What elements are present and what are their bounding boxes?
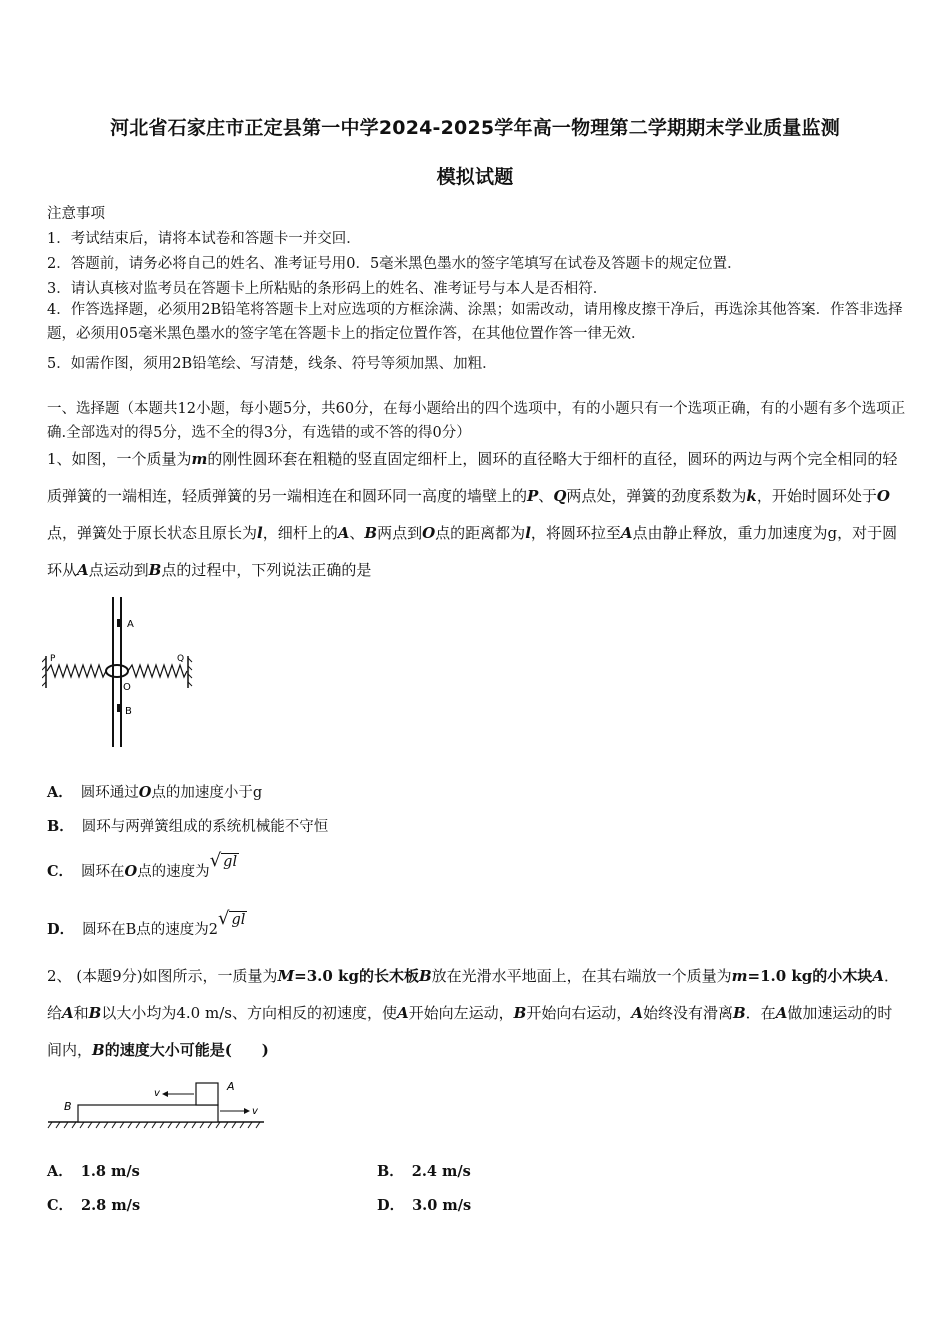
notice-item-4: 4．作答选择题，必须用2B铅笔将答题卡上对应选项的方框涂满、涂黑；如需改动，请用橡皮擦干净后，再选涂其他答案．作答非选择题，必须用05毫米黑色墨水的签字笔在答题卡上的指定位置作答，在其他位置作答一律无效． bbox=[47, 302, 903, 342]
sqrt-gl-formula: √ gl bbox=[209, 850, 238, 871]
q1-option-c[interactable]: C． 圆环在O点的速度为√ gl bbox=[47, 850, 238, 880]
label-board-b: B bbox=[64, 1100, 72, 1113]
ground-hatching bbox=[48, 1122, 260, 1128]
q2-option-d[interactable]: D． 3.0 m/s bbox=[377, 1197, 472, 1214]
label-q: Q bbox=[177, 654, 185, 664]
arrow-right-head bbox=[244, 1108, 250, 1114]
label-block-a: A bbox=[227, 1080, 235, 1093]
q1-option-a[interactable]: A． 圆环通过O点的加速度小于g bbox=[47, 784, 263, 801]
ring bbox=[106, 665, 128, 677]
label-a: A bbox=[127, 619, 134, 630]
section-heading: 一、选择题（本题共12小题，每小题5分，共60分，在每小题给出的四个选项中，有的小题只有一个选项正确，有的小题有多个选项正确.全部选对的得5分，选不全的得3分，有选错的或不答的得0分） bbox=[47, 401, 906, 441]
block-a bbox=[196, 1083, 218, 1105]
label-v-left: v bbox=[154, 1088, 160, 1099]
arrow-left-head bbox=[162, 1091, 168, 1097]
notice-item-1: 1．考试结束后，请将本试卷和答题卡一并交回． bbox=[47, 231, 361, 247]
sqrt-gl-formula: √ gl bbox=[217, 908, 246, 929]
notice-item-2: 2．答题前，请务必将自己的姓名、准考证号用0．5毫米黑色墨水的签字笔填写在试卷及答题卡的规定位置． bbox=[47, 256, 742, 272]
q2-option-a[interactable]: A． 1.8 m/s bbox=[47, 1163, 140, 1180]
right-spring bbox=[128, 665, 187, 677]
exam-title-line1: 河北省石家庄市正定县第一中学2024-2025学年高一物理第二学期期末学业质量监测 bbox=[110, 117, 840, 139]
question-2-stem: 2、 (本题9分)如图所示，一质量为M=3.0 kg的长木板B放在光滑水平地面上，在其右端放一个质量为m=1.0 kg的小木块A．给A和B以大小均为4.0 m/s、方向相反的初速度，使A开始向左运动，B开始向右运动，A始终没有滑离B．在A做加速运动的时间内，B的速度大小可能是( ) bbox=[47, 967, 899, 1059]
label-b: B bbox=[125, 706, 132, 717]
label-v-right: v bbox=[252, 1106, 258, 1117]
board-block-figure bbox=[46, 1074, 272, 1134]
notice-heading: 注意事项 bbox=[47, 206, 105, 222]
label-o: O bbox=[123, 682, 131, 693]
point-a-marker bbox=[117, 619, 121, 627]
exam-title-line2: 模拟试题 bbox=[436, 166, 514, 188]
board-b bbox=[78, 1105, 218, 1122]
question-1-stem: 1、如图，一个质量为m的刚性圆环套在粗糙的竖直固定细杆上，圆环的直径略大于细杆的直径，圆环的两边与两个完全相同的轻质弹簧的一端相连，轻质弹簧的另一端相连在和圆环同一高度的墙壁上的P、Q两点处，弹簧的劲度系数为k，开始时圆环处于O点，弹簧处于原长状态且原长为l，细杆上的A、B两点到O点的距离都为l，将圆环拉至A点由静止释放，重力加速度为g，对于圆环从A点运动到B点的过程中，下列说法正确的是 bbox=[47, 450, 898, 579]
q2-option-b[interactable]: B． 2.4 m/s bbox=[377, 1163, 471, 1180]
point-b-marker bbox=[117, 704, 121, 712]
notice-item-3: 3．请认真核对监考员在答题卡上所粘贴的条形码上的姓名、准考证号与本人是否相符． bbox=[47, 281, 608, 297]
label-p: P bbox=[50, 654, 56, 664]
q1-option-d[interactable]: D． 圆环在B点的速度为2√ gl bbox=[47, 908, 246, 938]
left-spring bbox=[47, 665, 106, 677]
notice-item-5: 5．如需作图，须用2B铅笔绘、写清楚，线条、符号等须加黑、加粗． bbox=[47, 356, 497, 372]
ring-spring-figure bbox=[42, 594, 202, 752]
q2-option-c[interactable]: C． 2.8 m/s bbox=[47, 1197, 141, 1214]
q1-option-b[interactable]: B． 圆环与两弹簧组成的系统机械能不守恒 bbox=[47, 818, 329, 835]
